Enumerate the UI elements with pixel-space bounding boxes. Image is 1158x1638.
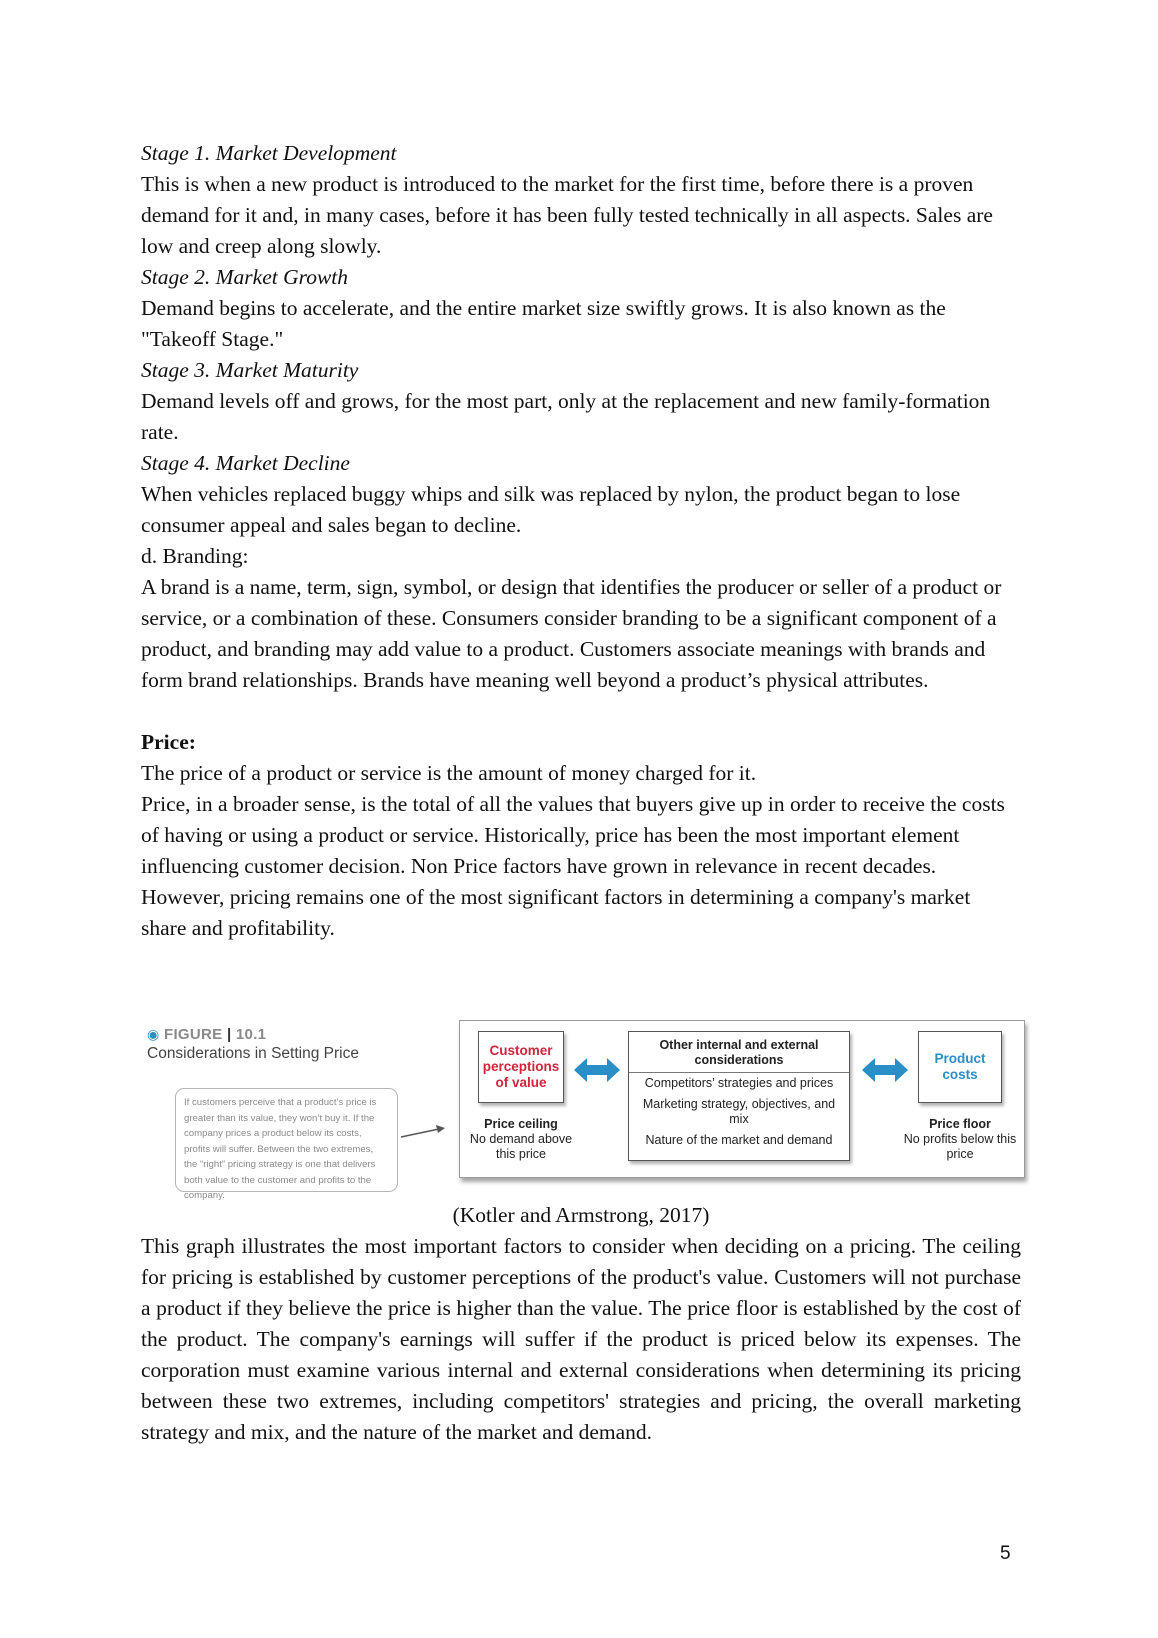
product-costs-box: Product costs: [918, 1031, 1002, 1103]
page-number: 5: [1000, 1543, 1011, 1564]
figure-label-word: FIGURE: [164, 1026, 223, 1043]
figure-caption: (Kotler and Armstrong, 2017): [452, 1203, 710, 1227]
stage2-body: Demand begins to accelerate, and the entire market size swiftly grows. It is also known as the "Takeoff Stage.": [141, 296, 946, 351]
other-considerations-heading: Other internal and external considerations: [629, 1032, 849, 1073]
stage3-heading: Stage 3. Market Maturity: [141, 358, 359, 382]
stage1-heading: Stage 1. Market Development: [141, 141, 397, 165]
consideration-marketing: Marketing strategy, objectives, and mix: [642, 1097, 836, 1126]
figure-label: [147, 1026, 359, 1043]
customer-perceptions-box: Customer perceptions of value: [478, 1031, 564, 1103]
price-paragraph-1: The price of a product or service is the amount of money charged for it.: [141, 761, 757, 785]
stage4-body: When vehicles replaced buggy whips and silk was replaced by nylon, the product began to lose consumer appeal and sales began to decline.: [141, 482, 961, 537]
double-arrow-icon: [572, 1055, 622, 1085]
double-arrow-icon: [860, 1055, 910, 1085]
stage1-body: This is when a new product is introduced to the market for the first time, before there is a proven demand for it and, in many cases, before it has been fully tested technically in all aspects. Sales are low and creep along slowly.: [141, 172, 993, 258]
figure-title: Considerations in Setting Price: [147, 1045, 359, 1062]
stage2-heading: Stage 2. Market Growth: [141, 265, 349, 289]
figure-callout: If customers perceive that a product’s price is greater than its value, they won’t buy it. If the company prices a product below its costs, profits will suffer. Between the two extremes, the “right” pricing strategy is one that delivers both value to the customer and profits to the company.: [175, 1088, 398, 1192]
figure-number: 10.1: [235, 1026, 267, 1043]
callout-pointer-icon: [399, 1120, 449, 1140]
stage4-heading: Stage 4. Market Decline: [141, 451, 350, 475]
branding-heading: d. Branding:: [141, 544, 249, 568]
price-ceiling-desc: No demand above this price: [469, 1132, 573, 1161]
consideration-market-demand: Nature of the market and demand: [645, 1133, 833, 1147]
price-considerations-diagram: [459, 1020, 1025, 1178]
analysis-paragraph: This graph illustrates the most important factors to consider when deciding on a pricing. The ceiling for pricing is established by customer perceptions of the product's value. Customers will not purchase a product if they believe the price is higher than the value. The price floor is established by the cost of the product. The company's earnings will suffer if the product is priced below its expenses. The corporation must examine various internal and external considerations when determining its pricing between these two extremes, including competitors' strategies and pricing, the overall marketing strategy and mix, and the nature of the market and demand.: [141, 1234, 1021, 1444]
bullet-icon: ◉: [147, 1026, 160, 1042]
price-floor-label: [898, 1117, 1022, 1162]
other-considerations-box: [628, 1031, 850, 1161]
price-heading: Price:: [141, 730, 196, 754]
price-floor-title: Price floor: [929, 1117, 991, 1131]
figure-label-separator: |: [226, 1026, 232, 1043]
branding-body: A brand is a name, term, sign, symbol, or design that identifies the producer or seller of a product or service, or a combination of these. Consumers consider branding to be a significant component of a product, and branding may add value to a product. Customers associate meanings with brands and form brand relationships. Brands have meaning well beyond a product’s physical attributes.: [141, 575, 1002, 692]
pricing-figure: [141, 1020, 1025, 1201]
body-text-top: [141, 138, 1021, 944]
price-ceiling-title: Price ceiling: [484, 1117, 558, 1131]
figure-header: [147, 1026, 359, 1063]
price-floor-desc: No profits below this price: [903, 1132, 1017, 1161]
stage3-body: Demand levels off and grows, for the most part, only at the replacement and new family-formation rate.: [141, 389, 991, 444]
consideration-competitors: Competitors’ strategies and prices: [644, 1076, 834, 1090]
price-ceiling-label: [460, 1117, 582, 1162]
price-paragraph-2: Price, in a broader sense, is the total of all the values that buyers give up in order to receive the costs of having or using a product or service. Historically, price has been the most important element influencing customer decision. Non Price factors have grown in relevance in recent decades. However, pricing remains one of the most significant factors in determining a company's market share and profitability.: [141, 792, 1005, 940]
